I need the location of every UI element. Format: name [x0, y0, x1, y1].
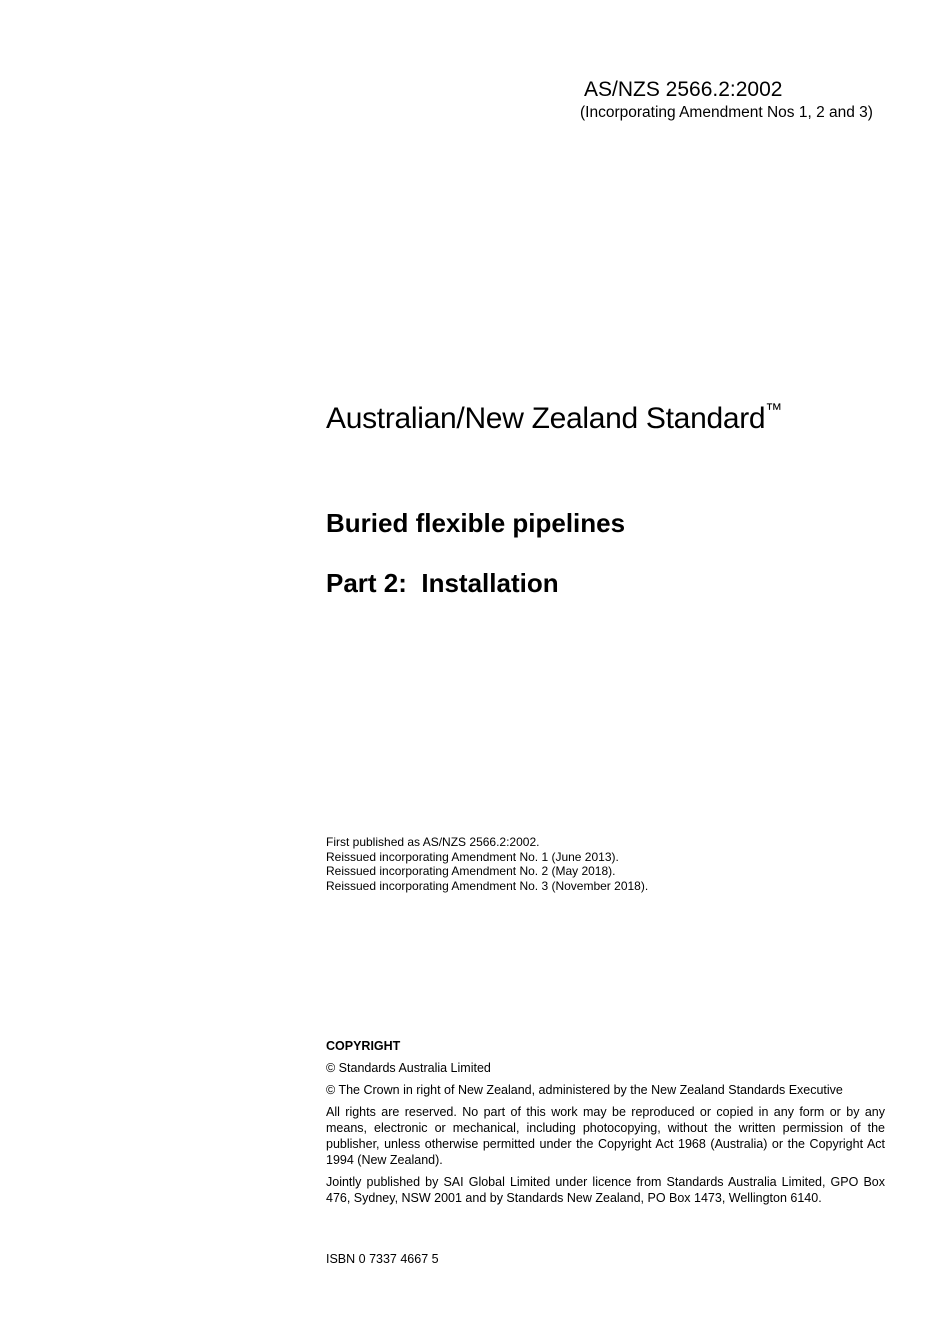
history-line: Reissued incorporating Amendment No. 1 (June 2013). — [326, 849, 619, 864]
history-line: Reissued incorporating Amendment No. 3 (November 2018). — [326, 878, 649, 893]
copyright-holder-nz: © The Crown in right of New Zealand, administered by the New Zealand Standards Executive — [326, 1083, 843, 1097]
standard-number: AS/NZS 2566.2:2002 — [584, 78, 783, 101]
copyright-block — [326, 1038, 885, 1212]
copyright-heading: COPYRIGHT — [326, 1039, 401, 1053]
copyright-holder-au: © Standards Australia Limited — [326, 1061, 491, 1075]
standard-type-heading — [326, 402, 782, 436]
publisher-statement: Jointly published by SAI Global Limited under licence from Standards Australia Limited, GPO Box 476, Sydney, NSW 2001 and by Standards New Zealand, PO Box 1473, Wellington 6140. — [326, 1175, 885, 1205]
rights-statement: All rights are reserved. No part of this work may be reproduced or copied in any form or by any means, electronic or mechanical, including photocopying, without the written permission of the publisher, unless otherwise permitted under the Copyright Act 1968 (Australia) or the Copyright Act 1994 (New Zealand). — [326, 1105, 885, 1167]
history-line: Reissued incorporating Amendment No. 2 (May 2018). — [326, 864, 616, 878]
trademark-symbol: ™ — [765, 400, 782, 419]
document-title: Buried flexible pipelines — [326, 508, 626, 538]
document-part-title: Part 2: Installation — [326, 568, 559, 598]
amendment-note: (Incorporating Amendment Nos 1, 2 and 3) — [580, 104, 873, 121]
history-line: First published as AS/NZS 2566.2:2002. — [326, 835, 540, 849]
standard-type-text: Australian/New Zealand Standard — [326, 402, 766, 435]
isbn: ISBN 0 7337 4667 5 — [326, 1252, 439, 1266]
publication-history — [326, 835, 648, 893]
